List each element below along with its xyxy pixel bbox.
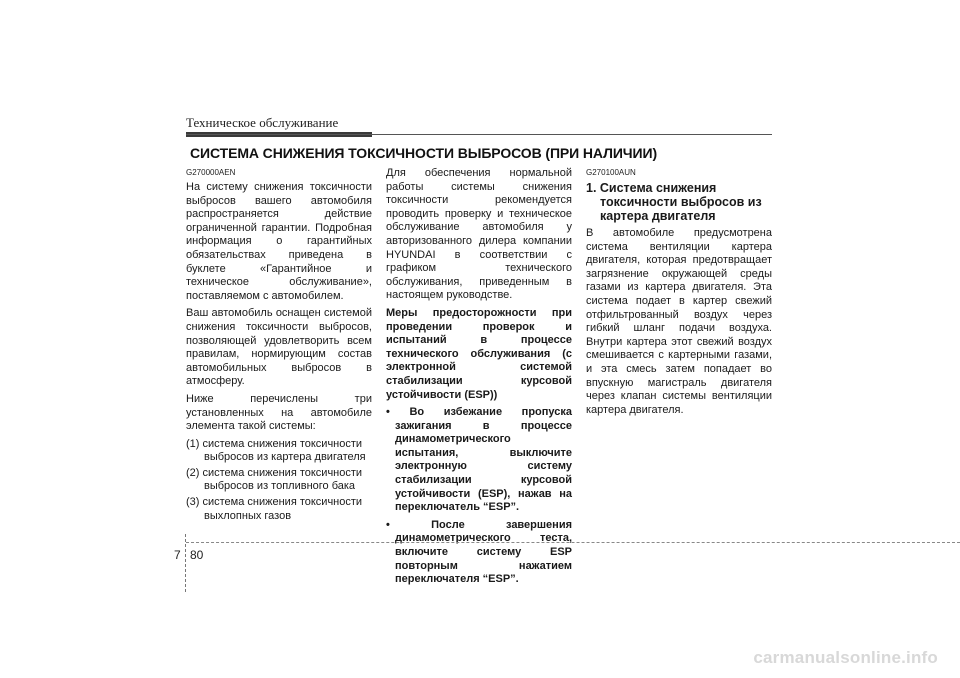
system-list — [186, 438, 372, 524]
running-header-title: Техническое обслуживание — [186, 115, 339, 130]
paragraph: Для обеспечения нормальной работы системы снижения токсичности рекомендуется проводить проверку и техническое обслуживание автомобиля у авторизованного дилера компании HYUNDAI в соответствии с графиком технического обслуживания, приведенным в настоящем руководстве. — [386, 167, 572, 302]
warning-bullets — [386, 406, 572, 587]
column-2 — [386, 167, 572, 591]
column-1 — [186, 167, 372, 525]
list-item: (3) система снижения токсичности выхлопных газов — [186, 496, 363, 522]
footer-rule — [186, 542, 960, 543]
warning-heading: Меры предосторожности при проведении проверок и испытаний в процессе технического обслуживания (с электронной системой стабилизации курсовой устойчивости (ESP)) — [386, 306, 572, 401]
header-rule — [186, 134, 772, 135]
paragraph: Ваш автомобиль оснащен системой снижения токсичности выбросов, позволяющей удовлетворить всем правилам, нормирующим состав автомобильных выбросов в атмосферу. — [186, 307, 372, 388]
section-code: G270100AUN — [586, 168, 636, 177]
section-code: G270000AEN — [186, 168, 236, 177]
footer-divider — [185, 534, 186, 592]
list-item: (1) система снижения токсичности выбросов из картера двигателя — [186, 437, 366, 464]
list-item: • Во избежание пропуска зажигания в процессе динамометрического испытания, выключите электронную систему стабилизации курсовой устойчивости (ESP), нажав на переключатель “ESP”. — [386, 406, 572, 514]
chapter-number: 7 — [174, 548, 181, 562]
subheading: 1. Система снижения токсичности выбросов из картера двигателя — [586, 181, 762, 223]
section-title: СИСТЕМА СНИЖЕНИЯ ТОКСИЧНОСТИ ВЫБРОСОВ (ПРИ НАЛИЧИИ) — [190, 145, 658, 161]
paragraph: Ниже перечислены три установленных на автомобиле элемента такой системы: — [186, 392, 372, 433]
page-number: 80 — [190, 548, 204, 562]
paragraph: На систему снижения токсичности выбросов вашего автомобиля распространяется действие ограниченной гарантии. Подробная информация о гарантийных обязательствах приведена в буклете «Гарантийное и техническое обслуживание», поставляемом с автомобилем. — [186, 181, 372, 302]
list-item: • После завершения динамометрического теста, включите систему ESP повторным нажатием переключателя “ESP”. — [386, 518, 572, 586]
watermark: carmanualsonline.info — [753, 648, 938, 667]
list-item: (2) система снижения токсичности выбросов из топливного бака — [186, 466, 363, 493]
paragraph: В автомобиле предусмотрена система вентиляции картера двигателя, которая предотвращает загрязнение окружающей среды газами из картера двигателя. Эта система подает в картер свежий отфильтрованный воздух через гибкий шланг подачи воздуха. Внутри картера этот свежий воздух смешивается с картерными газами, и эта смесь затем попадает во впускную магистраль двигателя через клапан системы вентиляции картера двигателя. — [586, 227, 772, 416]
column-3 — [586, 167, 772, 421]
